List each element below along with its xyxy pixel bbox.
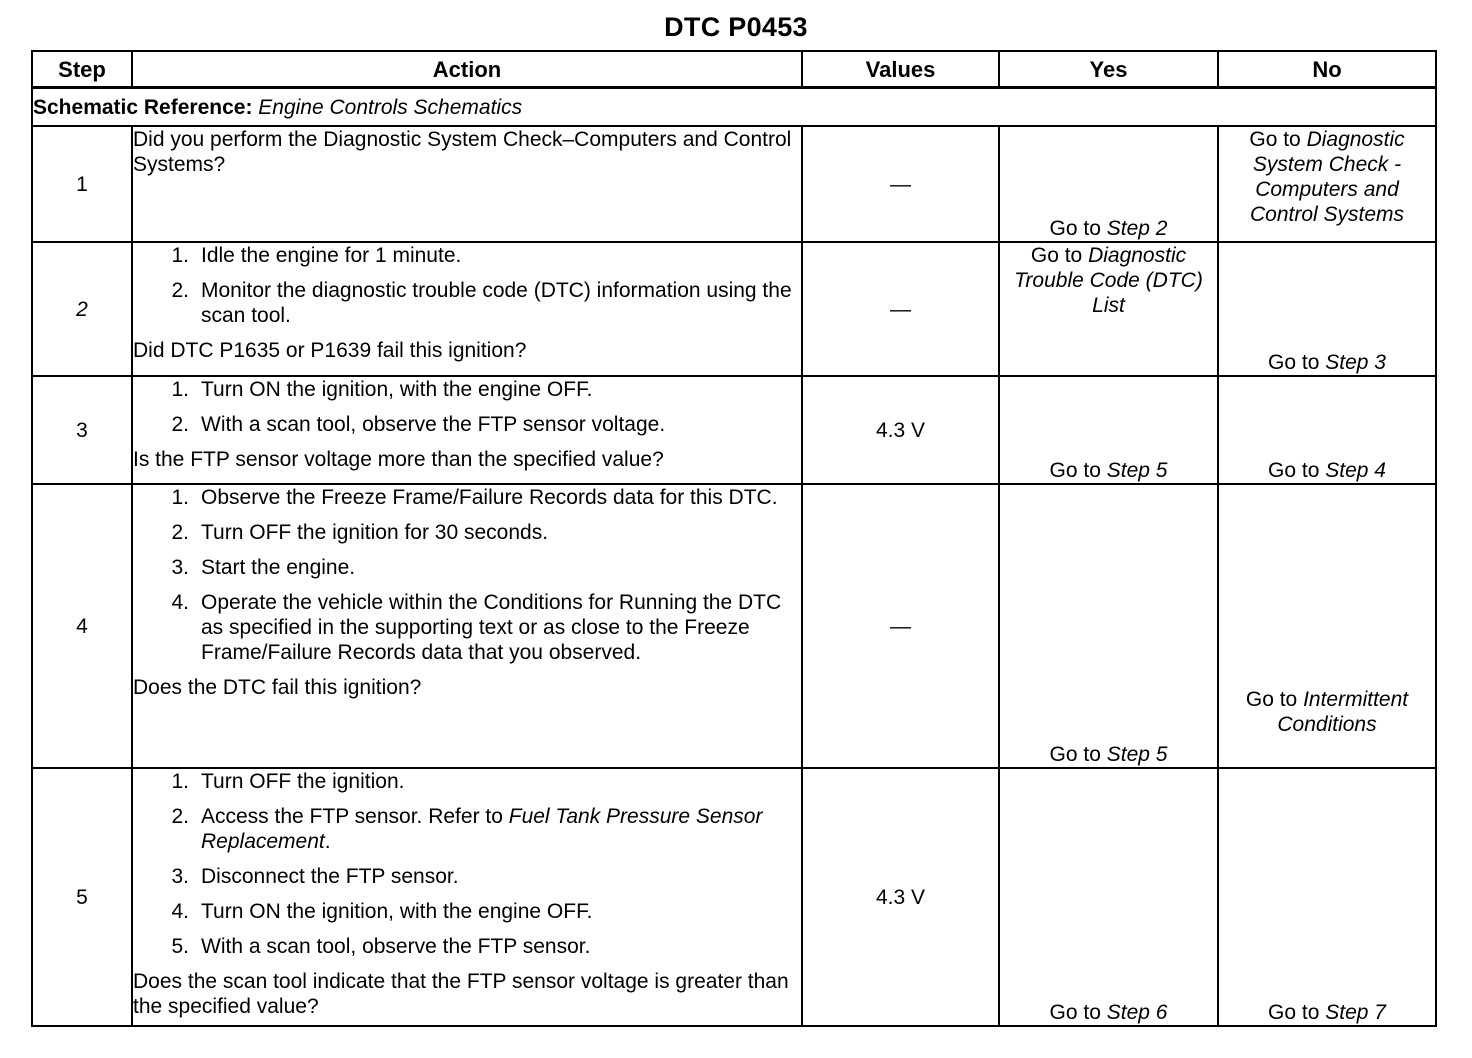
action-item: 3. Start the engine. [171, 556, 356, 579]
table-row [32, 242, 1436, 376]
action-item: 5. With a scan tool, observe the FTP sensor. [171, 935, 591, 958]
action-question: Did DTC P1635 or P1639 fail this ignition? [133, 339, 527, 362]
action-item: 1. Turn OFF the ignition. [171, 770, 405, 793]
step-number: 3 [32, 376, 132, 484]
action-item: 2. Access the FTP sensor. Refer to Fuel Tank Pressure Sensor Replacement. [171, 805, 763, 853]
header-action: Action [132, 51, 802, 88]
action-item: 2. Monitor the diagnostic trouble code (DTC) information using the scan tool. [171, 279, 792, 327]
action-list [133, 769, 801, 959]
header-no: No [1218, 51, 1436, 88]
step-number: 5 [32, 768, 132, 1026]
no-link[interactable]: Step 4 [1325, 459, 1386, 482]
yes-prefix: Go to [1049, 459, 1107, 482]
value-cell: 4.3 V [802, 376, 999, 484]
value-cell: — [802, 242, 999, 376]
step-number: 1 [32, 126, 132, 242]
no-prefix: Go to [1268, 351, 1326, 374]
yes-link[interactable]: Step 2 [1106, 217, 1168, 240]
action-list [133, 243, 801, 328]
no-cell [1218, 376, 1436, 484]
diagnostic-table [31, 50, 1437, 1027]
action-item: 1. Turn ON the ignition, with the engine OFF. [171, 378, 593, 401]
header-row [32, 51, 1436, 88]
header-step: Step [32, 51, 132, 88]
no-prefix: Go to [1268, 459, 1326, 482]
no-cell [1218, 126, 1436, 242]
action-item: 2. With a scan tool, observe the FTP sensor voltage. [171, 413, 666, 436]
no-link[interactable]: Step 7 [1325, 1001, 1386, 1024]
action-cell [132, 484, 802, 768]
action-item: 2. Turn OFF the ignition for 30 seconds. [171, 521, 549, 544]
no-link[interactable]: Intermittent Conditions [1277, 688, 1409, 736]
no-cell [1218, 768, 1436, 1026]
reference-link[interactable]: Fuel Tank Pressure Sensor Replacement [201, 805, 763, 853]
no-prefix: Go to [1249, 128, 1307, 151]
step-number: 2 [32, 242, 132, 376]
no-prefix: Go to [1268, 1001, 1326, 1024]
table-row [32, 126, 1436, 242]
action-question: Is the FTP sensor voltage more than the specified value? [133, 448, 664, 471]
schematic-reference-row [32, 88, 1436, 127]
header-values: Values [802, 51, 999, 88]
page-title: DTC P0453 [664, 12, 808, 42]
schematic-label: Schematic Reference: [33, 95, 253, 119]
yes-link[interactable]: Diagnostic Trouble Code (DTC) List [1014, 244, 1203, 317]
schematic-link[interactable]: Engine Controls Schematics [258, 95, 523, 119]
action-list [133, 377, 801, 437]
action-item: 4. Operate the vehicle within the Conditions for Running the DTC as specified in the supporting text or as close to the Freeze Frame/Failure Records data that you observed. [171, 591, 782, 664]
yes-prefix: Go to [1049, 743, 1107, 766]
action-question: Does the DTC fail this ignition? [133, 676, 422, 699]
no-cell [1218, 484, 1436, 768]
action-list [133, 485, 801, 665]
yes-cell [999, 376, 1218, 484]
action-item: 1. Idle the engine for 1 minute. [171, 244, 462, 267]
action-cell [132, 768, 802, 1026]
yes-link[interactable]: Step 5 [1106, 743, 1168, 766]
value-cell: — [802, 126, 999, 242]
value-cell: 4.3 V [802, 768, 999, 1026]
yes-link[interactable]: Step 5 [1106, 459, 1168, 482]
action-item: 4. Turn ON the ignition, with the engine OFF. [171, 900, 593, 923]
header-yes: Yes [999, 51, 1218, 88]
action-cell [132, 242, 802, 376]
step-number: 4 [32, 484, 132, 768]
no-prefix: Go to [1245, 688, 1304, 711]
action-question: Did you perform the Diagnostic System Check–Computers and Control Systems? [133, 128, 792, 176]
action-item: 3. Disconnect the FTP sensor. [171, 865, 459, 888]
value-cell: — [802, 484, 999, 768]
yes-cell [999, 126, 1218, 242]
table-row [32, 376, 1436, 484]
yes-prefix: Go to [1049, 1001, 1107, 1024]
action-question: Does the scan tool indicate that the FTP sensor voltage is greater than the specified value? [133, 970, 789, 1018]
yes-cell [999, 484, 1218, 768]
yes-prefix: Go to [1049, 217, 1107, 240]
action-item: 1. Observe the Freeze Frame/Failure Records data for this DTC. [171, 486, 778, 509]
no-link[interactable]: Diagnostic System Check - Computers and Control Systems [1249, 128, 1405, 226]
action-cell [132, 126, 802, 242]
yes-prefix: Go to [1030, 244, 1089, 267]
table-row [32, 484, 1436, 768]
yes-link[interactable]: Step 6 [1106, 1001, 1168, 1024]
yes-cell [999, 242, 1218, 376]
yes-cell [999, 768, 1218, 1026]
table-row [32, 768, 1436, 1026]
no-cell [1218, 242, 1436, 376]
action-cell [132, 376, 802, 484]
no-link[interactable]: Step 3 [1325, 351, 1386, 374]
